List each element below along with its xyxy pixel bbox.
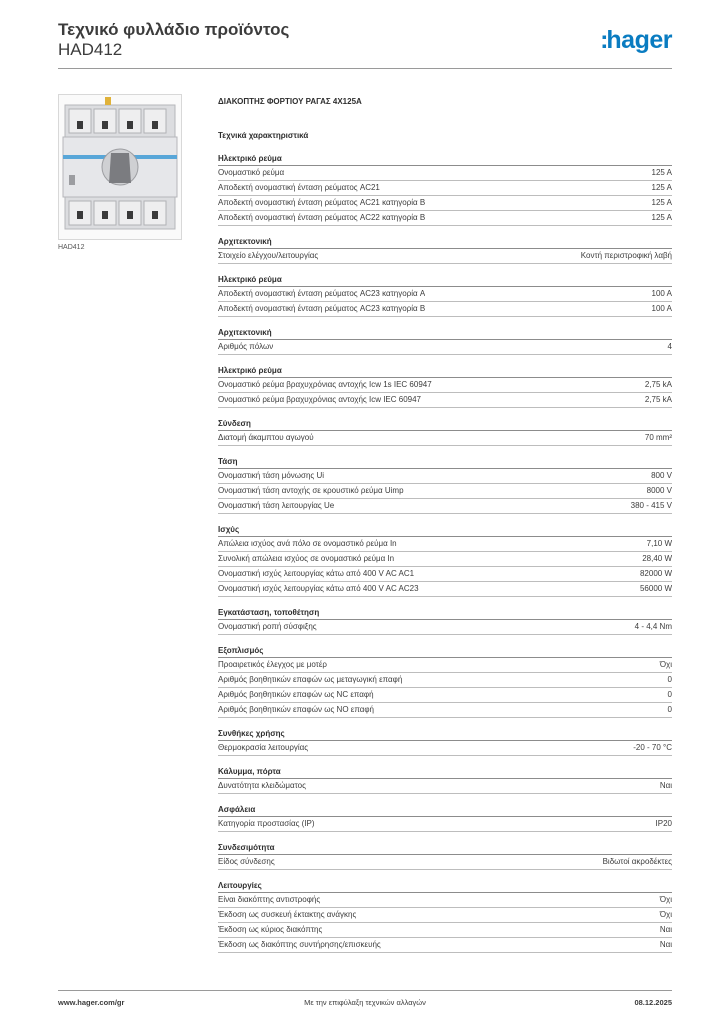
section-title: Αρχιτεκτονική bbox=[218, 326, 672, 340]
spec-row bbox=[218, 567, 672, 582]
spec-label: Αποδεκτή ονομαστική ένταση ρεύματος AC21 bbox=[218, 183, 380, 192]
spec-row bbox=[218, 552, 672, 567]
spec-row bbox=[218, 249, 672, 264]
spec-value: 4 - 4,4 Nm bbox=[634, 622, 672, 631]
spec-value: Ναι bbox=[659, 781, 672, 790]
spec-label: Ονομαστική τάση μόνωσης Ui bbox=[218, 471, 325, 480]
logo-dots-icon: : bbox=[600, 26, 607, 54]
spec-label: Ονομαστική ισχύς λειτουργίας κάτω από 400 V AC AC1 bbox=[218, 569, 415, 578]
spec-content bbox=[218, 96, 672, 962]
spec-row bbox=[218, 703, 672, 718]
spec-label: Ονομαστικό ρεύμα βραχυχρόνιας αντοχής Icw 1s IEC 60947 bbox=[218, 380, 432, 389]
spec-label: Αριθμός βοηθητικών επαφών ως NO επαφή bbox=[218, 705, 374, 714]
spec-row bbox=[218, 302, 672, 317]
spec-value: 125 A bbox=[651, 198, 672, 207]
header-divider bbox=[58, 68, 672, 69]
spec-value: 125 A bbox=[651, 183, 672, 192]
spec-row bbox=[218, 908, 672, 923]
spec-section bbox=[218, 841, 672, 870]
spec-label: Δυνατότητα κλειδώματος bbox=[218, 781, 306, 790]
footer-divider bbox=[58, 990, 672, 991]
spec-value: 125 A bbox=[651, 213, 672, 222]
spec-row bbox=[218, 287, 672, 302]
hager-logo bbox=[600, 26, 672, 55]
spec-label: Κατηγορία προστασίας (IP) bbox=[218, 819, 315, 828]
section-title: Συνδεσιμότητα bbox=[218, 841, 672, 855]
spec-label: Αριθμός πόλων bbox=[218, 342, 274, 351]
spec-label: Ονομαστικό ρεύμα βραχυχρόνιας αντοχής Icw IEC 60947 bbox=[218, 395, 421, 404]
spec-value: 7,10 W bbox=[646, 539, 672, 548]
section-title: Αρχιτεκτονική bbox=[218, 235, 672, 249]
spec-label: Αποδεκτή ονομαστική ένταση ρεύματος AC22 κατηγορία B bbox=[218, 213, 426, 222]
spec-row bbox=[218, 537, 672, 552]
spec-value: 70 mm² bbox=[644, 433, 672, 442]
spec-section bbox=[218, 606, 672, 635]
document-title: Τεχνικό φυλλάδιο προϊόντος bbox=[58, 20, 290, 39]
spec-label: Ονομαστική ισχύς λειτουργίας κάτω από 400 V AC AC23 bbox=[218, 584, 419, 593]
section-title: Ηλεκτρικό ρεύμα bbox=[218, 273, 672, 287]
spec-row bbox=[218, 181, 672, 196]
spec-row bbox=[218, 166, 672, 181]
product-name: ΔΙΑΚΟΠΤΗΣ ΦΟΡΤΙΟΥ ΡΑΓΑΣ 4X125A bbox=[218, 97, 362, 106]
spec-value: 4 bbox=[667, 342, 672, 351]
spec-label: Διατομή άκαμπτου αγωγού bbox=[218, 433, 314, 442]
spec-value: 0 bbox=[667, 690, 672, 699]
section-title: Τάση bbox=[218, 455, 672, 469]
spec-row bbox=[218, 499, 672, 514]
spec-section bbox=[218, 326, 672, 355]
spec-section bbox=[218, 455, 672, 514]
switch-disconnector-icon bbox=[59, 95, 181, 239]
image-caption: HAD412 bbox=[58, 244, 85, 251]
spec-label: Απώλεια ισχύος ανά πόλο σε ονομαστικό ρεύμα In bbox=[218, 539, 397, 548]
spec-row bbox=[218, 938, 672, 953]
spec-value: Ναι bbox=[659, 940, 672, 949]
spec-row bbox=[218, 340, 672, 355]
spec-row bbox=[218, 378, 672, 393]
spec-row bbox=[218, 620, 672, 635]
spec-label: Έκδοση ως συσκευή έκτακτης ανάγκης bbox=[218, 910, 357, 919]
spec-value: 28,40 W bbox=[642, 554, 672, 563]
section-title: Συνθήκες χρήσης bbox=[218, 727, 672, 741]
spec-row bbox=[218, 688, 672, 703]
spec-value: -20 - 70 °C bbox=[633, 743, 672, 752]
spec-row bbox=[218, 741, 672, 756]
spec-value: Όχι bbox=[659, 660, 672, 669]
section-title: Ηλεκτρικό ρεύμα bbox=[218, 364, 672, 378]
spec-section bbox=[218, 727, 672, 756]
spec-value: Όχι bbox=[659, 910, 672, 919]
spec-value: 82000 W bbox=[639, 569, 672, 578]
section-title: Ηλεκτρικό ρεύμα bbox=[218, 152, 672, 166]
tech-specs-heading: Τεχνικά χαρακτηριστικά bbox=[218, 131, 309, 140]
spec-row bbox=[218, 923, 672, 938]
spec-section bbox=[218, 803, 672, 832]
spec-section bbox=[218, 879, 672, 953]
spec-label: Έκδοση ως κύριος διακόπτης bbox=[218, 925, 323, 934]
spec-label: Αριθμός βοηθητικών επαφών ως NC επαφή bbox=[218, 690, 374, 699]
spec-value: Ναι bbox=[659, 925, 672, 934]
spec-label: Αποδεκτή ονομαστική ένταση ρεύματος AC23 κατηγορία B bbox=[218, 304, 426, 313]
section-title: Σύνδεση bbox=[218, 417, 672, 431]
spec-row bbox=[218, 779, 672, 794]
spec-row bbox=[218, 196, 672, 211]
product-image bbox=[58, 94, 182, 240]
spec-label: Ονομαστικό ρεύμα bbox=[218, 168, 285, 177]
spec-section bbox=[218, 273, 672, 317]
spec-value: 800 V bbox=[651, 471, 672, 480]
spec-label: Είναι διακόπτης αντιστροφής bbox=[218, 895, 321, 904]
spec-row bbox=[218, 582, 672, 597]
spec-value: 0 bbox=[667, 675, 672, 684]
spec-section bbox=[218, 523, 672, 597]
spec-row bbox=[218, 484, 672, 499]
spec-value: 2,75 kA bbox=[644, 395, 672, 404]
spec-section bbox=[218, 152, 672, 226]
spec-value: 2,75 kA bbox=[644, 380, 672, 389]
spec-label: Στοιχείο ελέγχου/λειτουργίας bbox=[218, 251, 319, 260]
spec-section bbox=[218, 417, 672, 446]
spec-label: Προαιρετικός έλεγχος με μοτέρ bbox=[218, 660, 327, 669]
section-title: Εξοπλισμός bbox=[218, 644, 672, 658]
spec-row bbox=[218, 393, 672, 408]
spec-value: Βιδωτοί ακροδέκτες bbox=[602, 857, 672, 866]
spec-value: 100 A bbox=[651, 304, 672, 313]
spec-label: Αποδεκτή ονομαστική ένταση ρεύματος AC23 κατηγορία A bbox=[218, 289, 426, 298]
product-code: HAD412 bbox=[58, 40, 123, 59]
spec-value: 100 A bbox=[651, 289, 672, 298]
spec-value: Κοντή περιστροφική λαβή bbox=[580, 251, 672, 260]
spec-value: Όχι bbox=[659, 895, 672, 904]
spec-value: 125 A bbox=[651, 168, 672, 177]
footer-notice: Με την επιφύλαξη τεχνικών αλλαγών bbox=[304, 998, 426, 1007]
spec-label: Έκδοση ως διακόπτης συντήρησης/επισκευής bbox=[218, 940, 381, 949]
spec-section bbox=[218, 765, 672, 794]
spec-value: 56000 W bbox=[639, 584, 672, 593]
spec-row bbox=[218, 469, 672, 484]
spec-row bbox=[218, 855, 672, 870]
footer-date: 08.12.2025 bbox=[634, 998, 672, 1007]
spec-label: Θερμοκρασία λειτουργίας bbox=[218, 743, 309, 752]
spec-label: Ονομαστική τάση αντοχής σε κρουστικό ρεύμα Uimp bbox=[218, 486, 404, 495]
section-title: Κάλυμμα, πόρτα bbox=[218, 765, 672, 779]
spec-section bbox=[218, 364, 672, 408]
spec-row bbox=[218, 658, 672, 673]
spec-value: IP20 bbox=[655, 819, 672, 828]
spec-row bbox=[218, 817, 672, 832]
spec-label: Αριθμός βοηθητικών επαφών ως μεταγωγική επαφή bbox=[218, 675, 403, 684]
spec-row bbox=[218, 211, 672, 226]
spec-label: Ονομαστική τάση λειτουργίας Ue bbox=[218, 501, 335, 510]
spec-section bbox=[218, 644, 672, 718]
section-title: Εγκατάσταση, τοποθέτηση bbox=[218, 606, 672, 620]
spec-row bbox=[218, 431, 672, 446]
spec-value: 8000 V bbox=[646, 486, 672, 495]
page-header bbox=[58, 20, 672, 60]
spec-row bbox=[218, 893, 672, 908]
spec-label: Συνολική απώλεια ισχύος σε ονομαστικό ρεύμα In bbox=[218, 554, 395, 563]
section-title: Λειτουργίες bbox=[218, 879, 672, 893]
spec-row bbox=[218, 673, 672, 688]
footer-website: www.hager.com/gr bbox=[58, 998, 125, 1007]
spec-value: 0 bbox=[667, 705, 672, 714]
spec-section bbox=[218, 235, 672, 264]
logo-text: hager bbox=[606, 26, 672, 54]
spec-label: Ονομαστική ροπή σύσφιξης bbox=[218, 622, 317, 631]
spec-sections bbox=[218, 152, 672, 953]
spec-label: Αποδεκτή ονομαστική ένταση ρεύματος AC21 κατηγορία B bbox=[218, 198, 426, 207]
spec-label: Είδος σύνδεσης bbox=[218, 857, 275, 866]
spec-value: 380 - 415 V bbox=[630, 501, 672, 510]
section-title: Ισχύς bbox=[218, 523, 672, 537]
section-title: Ασφάλεια bbox=[218, 803, 672, 817]
